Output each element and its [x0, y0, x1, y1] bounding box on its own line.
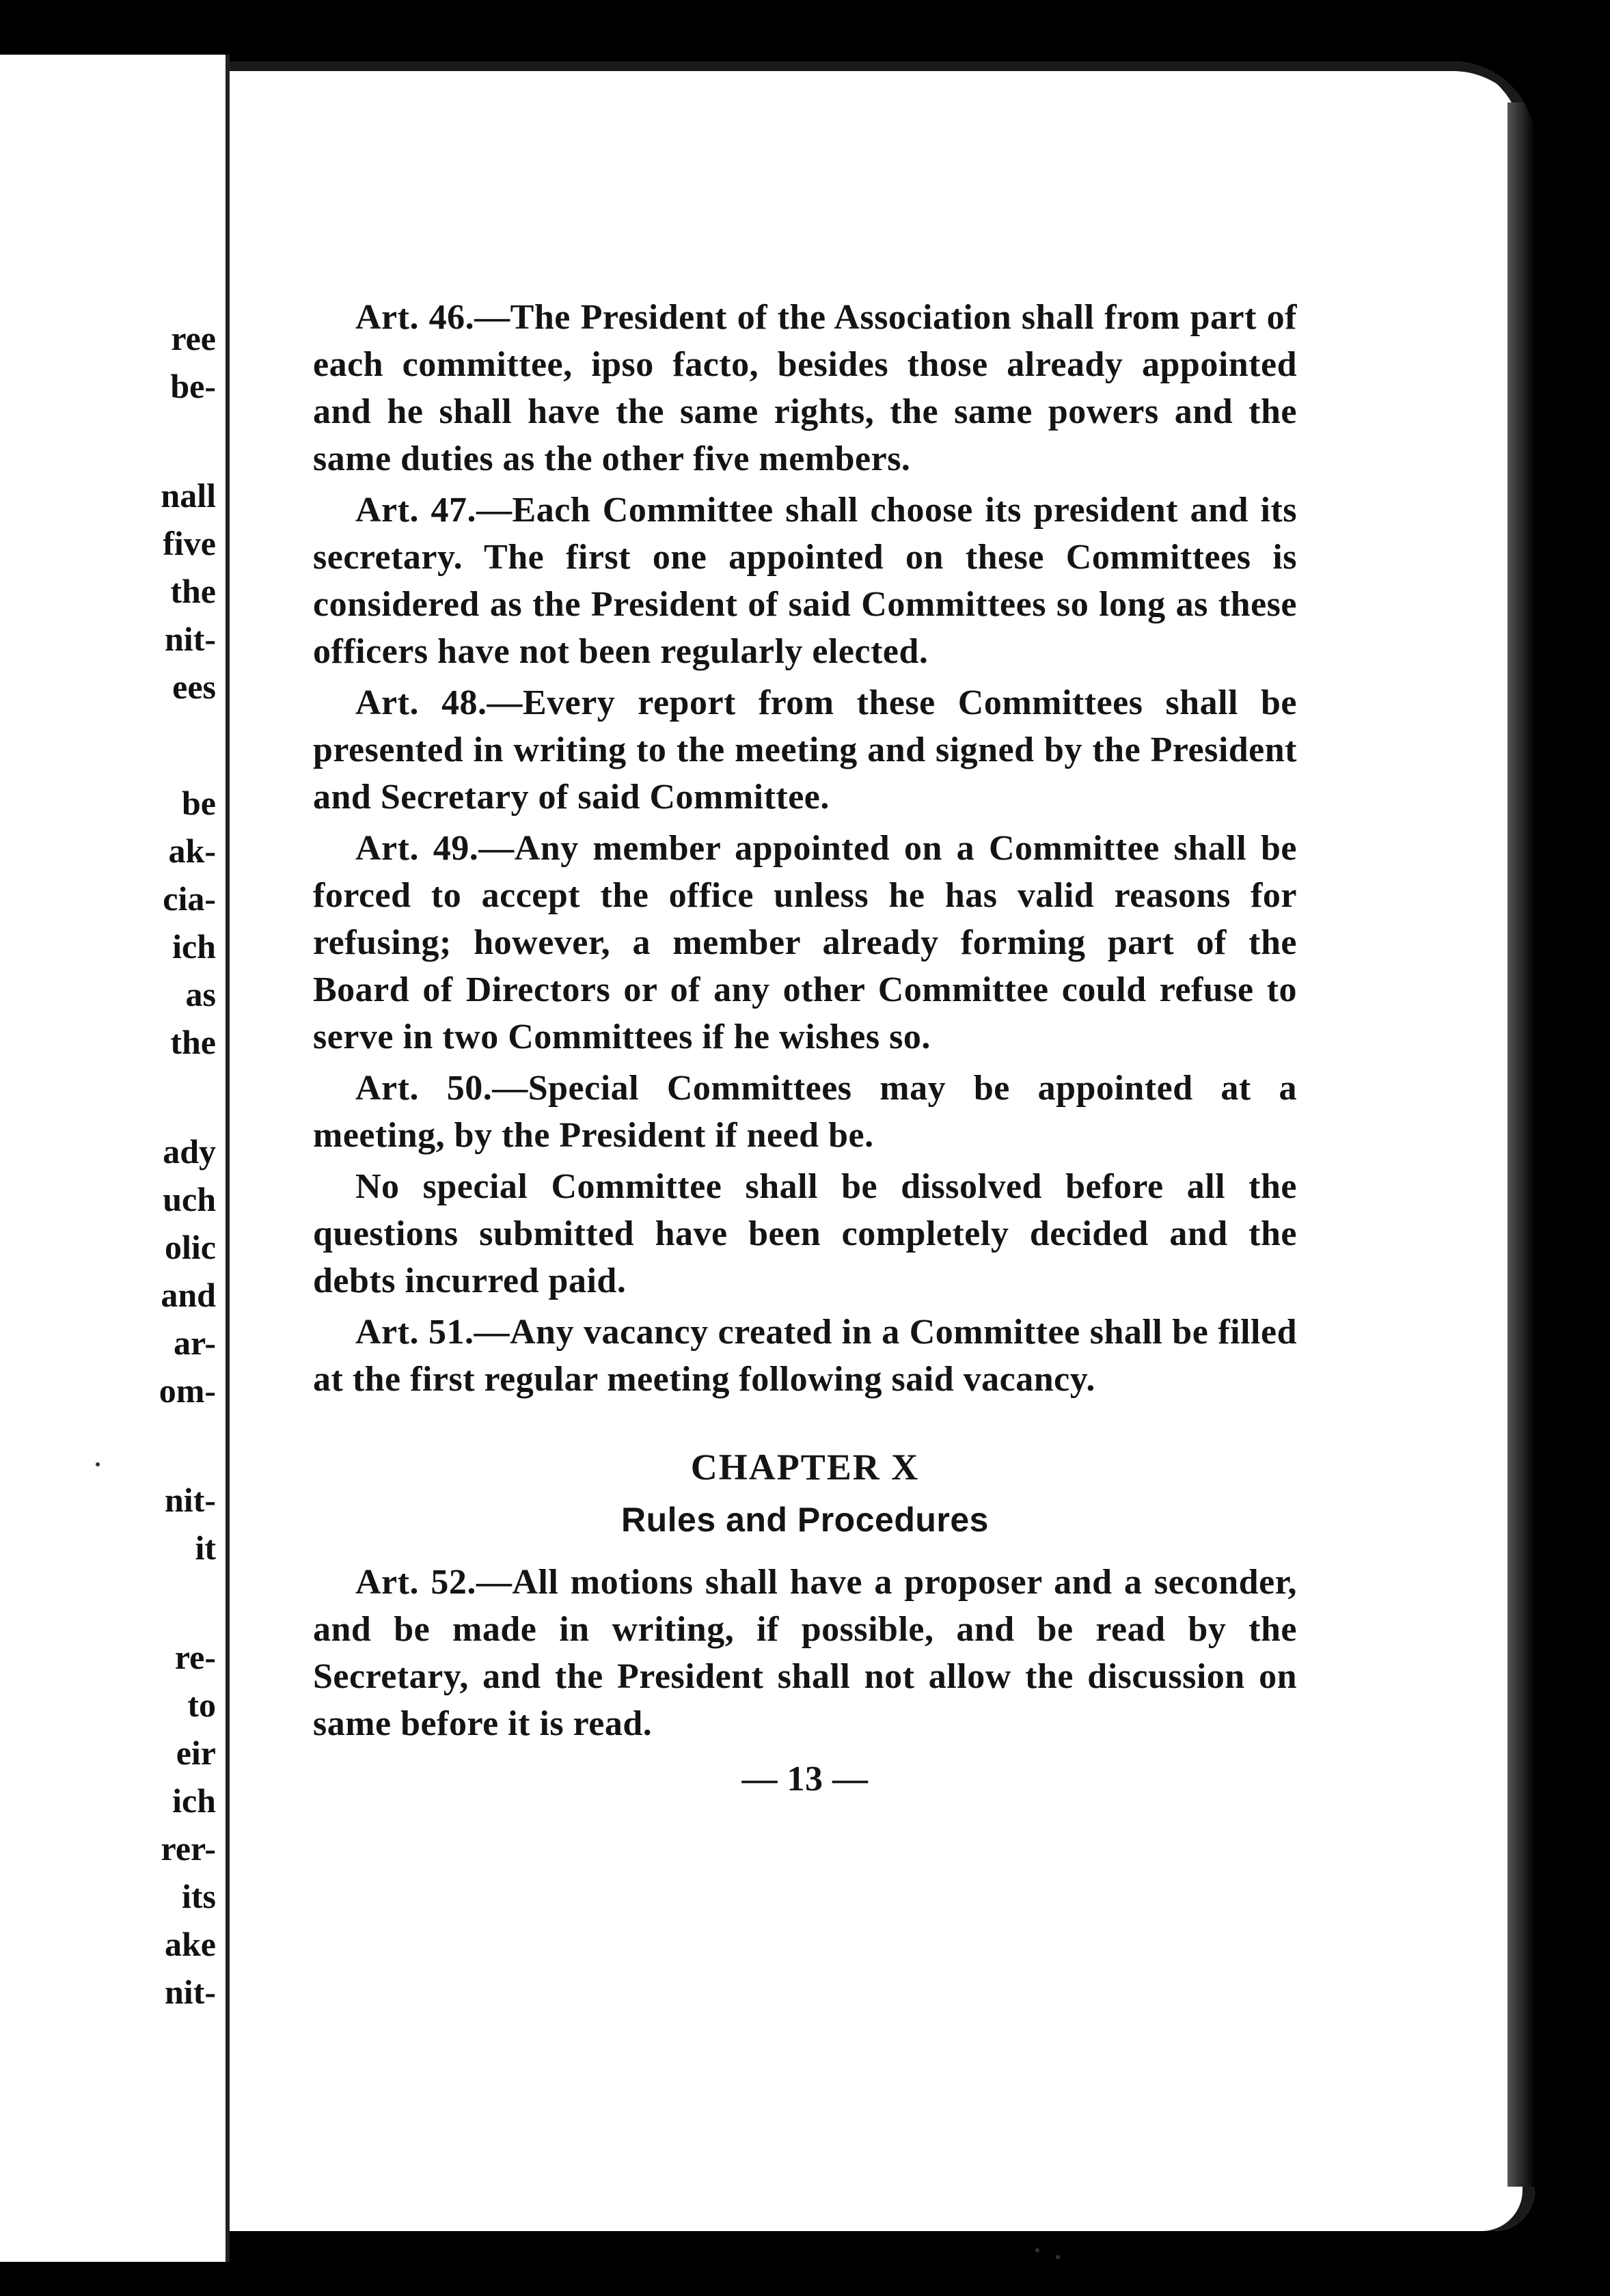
document-page: [230, 62, 1535, 2231]
facing-page-fragment: rer-: [161, 1829, 216, 1868]
facing-page-fragment: be-: [170, 367, 216, 405]
chapter-subheading: Rules and Procedures: [621, 1501, 989, 1539]
facing-page-fragment: and: [161, 1276, 216, 1314]
facing-page-left: [0, 55, 230, 2262]
facing-page-fragment: cia-: [163, 879, 216, 918]
dust-speck: [1035, 2248, 1039, 2252]
facing-page-fragment: five: [163, 524, 216, 562]
facing-page-fragment: uch: [163, 1180, 216, 1218]
facing-page-fragment: nit-: [165, 1481, 216, 1519]
article-49: Art. 49.—Any member appointed on a Committee shall be forced to accept the office unless he has valid reasons for refusing; however, a member already forming part of the Board of Directors or of any other Committee could refuse to serve in two Committees if he wishes so.: [313, 829, 1297, 1056]
facing-page-fragment: eir: [176, 1734, 216, 1772]
article-47: Art. 47.—Each Committee shall choose its president and its secretary. The first one appointed on these Committees is considered as the President of said Committees so long as these officers have not been regularly elected.: [313, 491, 1297, 671]
facing-page-fragment: ar-: [174, 1324, 216, 1362]
chapter-heading: CHAPTER X: [690, 1447, 920, 1488]
facing-page-fragment: the: [170, 572, 216, 610]
facing-page-fragment: re-: [174, 1638, 216, 1676]
facing-page-fragment: nit-: [165, 1973, 216, 2011]
facing-page-fragment: olic: [165, 1228, 216, 1266]
page-edge-shadow: [1507, 102, 1535, 2187]
article-50-continuation: No special Committee shall be dissolved before all the questions submitted have been completely decided and the debts incurred paid.: [313, 1167, 1297, 1300]
facing-page-fragment: ake: [165, 1925, 216, 1963]
article-48: Art. 48.—Every report from these Committees shall be presented in writing to the meeting and signed by the President and Secretary of said Committee.: [313, 683, 1297, 817]
facing-page-fragment: nall: [161, 476, 216, 515]
facing-page-fragment: as: [185, 975, 216, 1013]
facing-page-fragment: to: [187, 1686, 216, 1724]
article-51: Art. 51.—Any vacancy created in a Committee shall be filled at the first regular meeting following said vacancy.: [313, 1313, 1297, 1399]
facing-page-fragment: ree: [171, 319, 216, 357]
article-50: Art. 50.—Special Committees may be appointed at a meeting, by the President if need be.: [313, 1069, 1297, 1155]
facing-page-fragment: it: [195, 1529, 216, 1567]
facing-page-fragment: ich: [172, 1781, 216, 1820]
facing-page-fragment: ak-: [168, 832, 216, 870]
article-52: Art. 52.—All motions shall have a proposer and a seconder, and be made in writing, if possible, and be read by the Secretary, and the President shall not allow the discussion on same before it is read.: [313, 1563, 1297, 1743]
page-number: — 13 —: [741, 1760, 869, 1799]
dust-speck: [1056, 2255, 1060, 2259]
dust-speck: [96, 1462, 100, 1466]
facing-page-fragment: ich: [172, 927, 216, 966]
facing-page-fragment: its: [182, 1877, 216, 1915]
facing-page-fragment: nit-: [165, 620, 216, 658]
facing-page-fragment: om-: [159, 1371, 216, 1410]
facing-page-fragment: be: [182, 784, 216, 822]
article-46: Art. 46.—The President of the Association shall from part of each committee, ipso facto, besides those already appointed and he shall have the same rights, the same powers and the same duties as the other five members.: [313, 298, 1297, 478]
facing-page-fragment: the: [170, 1023, 216, 1061]
page-text-column: [313, 294, 1297, 1803]
facing-page-fragment: ees: [172, 668, 216, 706]
facing-page-fragment: ady: [163, 1132, 216, 1171]
